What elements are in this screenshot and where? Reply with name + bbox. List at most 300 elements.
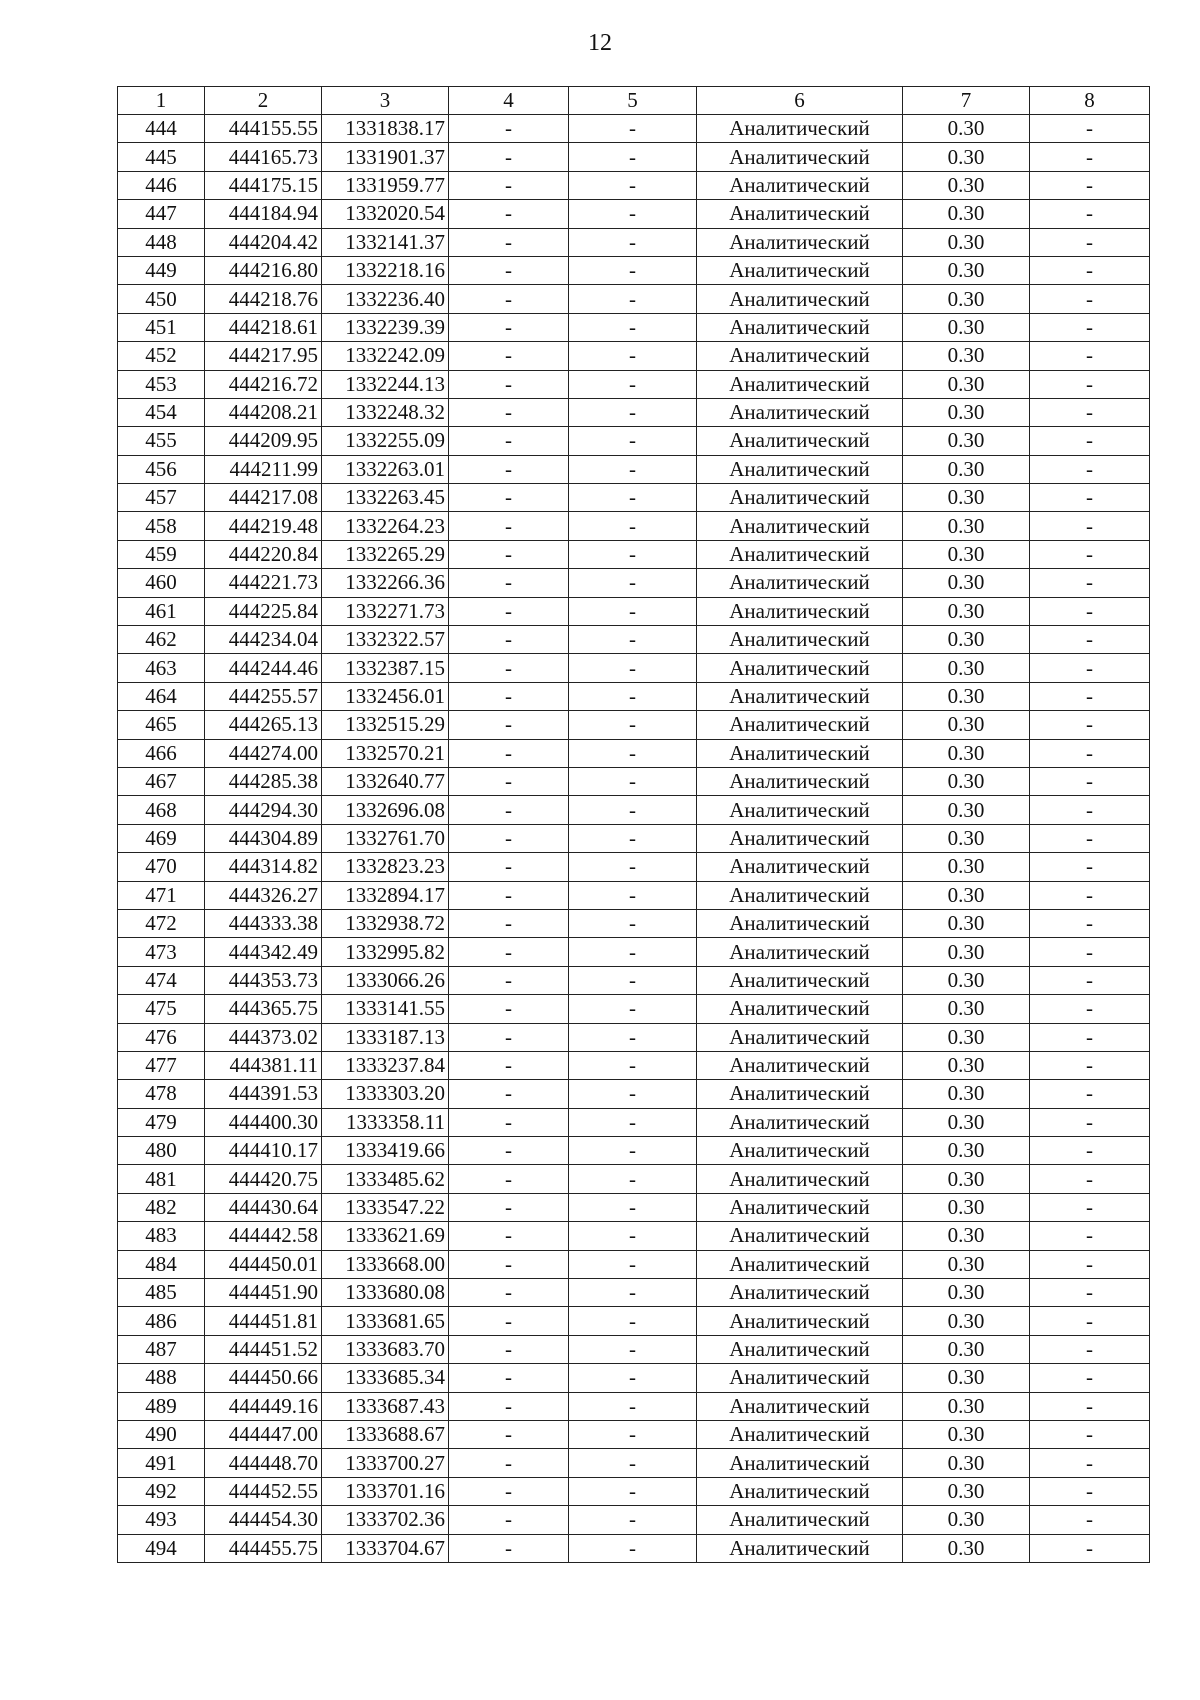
column-8-cell: - [1030, 1449, 1150, 1477]
table-row [118, 938, 1150, 966]
column-8-cell: - [1030, 739, 1150, 767]
table-row [118, 256, 1150, 284]
method-cell: Аналитический [697, 1449, 903, 1477]
point-number-cell: 478 [118, 1080, 205, 1108]
column-8-cell: - [1030, 1534, 1150, 1562]
point-number-cell: 491 [118, 1449, 205, 1477]
column-5-cell: - [569, 881, 697, 909]
method-cell: Аналитический [697, 909, 903, 937]
column-8-cell: - [1030, 966, 1150, 994]
point-number-cell: 455 [118, 427, 205, 455]
y-coordinate-cell: 1332456.01 [322, 682, 449, 710]
x-coordinate-cell: 444451.52 [205, 1335, 322, 1363]
column-8-cell: - [1030, 313, 1150, 341]
y-coordinate-cell: 1332242.09 [322, 342, 449, 370]
y-coordinate-cell: 1333303.20 [322, 1080, 449, 1108]
accuracy-cell: 0.30 [903, 909, 1030, 937]
column-5-cell: - [569, 200, 697, 228]
column-5-cell: - [569, 1080, 697, 1108]
column-4-cell: - [449, 1335, 569, 1363]
x-coordinate-cell: 444410.17 [205, 1137, 322, 1165]
x-coordinate-cell: 444381.11 [205, 1051, 322, 1079]
point-number-cell: 444 [118, 115, 205, 143]
method-cell: Аналитический [697, 484, 903, 512]
column-8-cell: - [1030, 938, 1150, 966]
column-8-cell: - [1030, 115, 1150, 143]
y-coordinate-cell: 1333187.13 [322, 1023, 449, 1051]
column-5-cell: - [569, 427, 697, 455]
point-number-cell: 450 [118, 285, 205, 313]
y-coordinate-cell: 1333680.08 [322, 1279, 449, 1307]
method-cell: Аналитический [697, 1279, 903, 1307]
y-coordinate-cell: 1333547.22 [322, 1193, 449, 1221]
accuracy-cell: 0.30 [903, 1165, 1030, 1193]
table-row [118, 1506, 1150, 1534]
column-5-cell: - [569, 228, 697, 256]
column-8-cell: - [1030, 1222, 1150, 1250]
accuracy-cell: 0.30 [903, 1449, 1030, 1477]
column-5-cell: - [569, 597, 697, 625]
column-5-cell: - [569, 455, 697, 483]
table-row [118, 569, 1150, 597]
table-row [118, 1364, 1150, 1392]
x-coordinate-cell: 444155.55 [205, 115, 322, 143]
accuracy-cell: 0.30 [903, 938, 1030, 966]
accuracy-cell: 0.30 [903, 1506, 1030, 1534]
x-coordinate-cell: 444448.70 [205, 1449, 322, 1477]
x-coordinate-cell: 444451.81 [205, 1307, 322, 1335]
column-8-cell: - [1030, 796, 1150, 824]
accuracy-cell: 0.30 [903, 143, 1030, 171]
x-coordinate-cell: 444455.75 [205, 1534, 322, 1562]
column-8-cell: - [1030, 767, 1150, 795]
method-cell: Аналитический [697, 1307, 903, 1335]
y-coordinate-cell: 1332263.45 [322, 484, 449, 512]
x-coordinate-cell: 444333.38 [205, 909, 322, 937]
column-4-cell: - [449, 1193, 569, 1221]
method-cell: Аналитический [697, 1165, 903, 1193]
x-coordinate-cell: 444211.99 [205, 455, 322, 483]
point-number-cell: 457 [118, 484, 205, 512]
table-row [118, 143, 1150, 171]
y-coordinate-cell: 1332264.23 [322, 512, 449, 540]
column-8-cell: - [1030, 853, 1150, 881]
column-4-cell: - [449, 966, 569, 994]
column-4-cell: - [449, 484, 569, 512]
x-coordinate-cell: 444265.13 [205, 711, 322, 739]
column-4-cell: - [449, 1023, 569, 1051]
point-number-cell: 480 [118, 1137, 205, 1165]
column-8-cell: - [1030, 1392, 1150, 1420]
column-5-cell: - [569, 484, 697, 512]
column-8-cell: - [1030, 285, 1150, 313]
method-cell: Аналитический [697, 342, 903, 370]
table-row [118, 512, 1150, 540]
accuracy-cell: 0.30 [903, 342, 1030, 370]
column-5-cell: - [569, 654, 697, 682]
column-8-cell: - [1030, 398, 1150, 426]
x-coordinate-cell: 444218.61 [205, 313, 322, 341]
method-cell: Аналитический [697, 512, 903, 540]
x-coordinate-cell: 444454.30 [205, 1506, 322, 1534]
point-number-cell: 454 [118, 398, 205, 426]
y-coordinate-cell: 1332696.08 [322, 796, 449, 824]
column-8-cell: - [1030, 200, 1150, 228]
method-cell: Аналитический [697, 1392, 903, 1420]
y-coordinate-cell: 1332515.29 [322, 711, 449, 739]
y-coordinate-cell: 1332570.21 [322, 739, 449, 767]
column-5-cell: - [569, 342, 697, 370]
point-number-cell: 465 [118, 711, 205, 739]
point-number-cell: 486 [118, 1307, 205, 1335]
table-row [118, 115, 1150, 143]
table-row [118, 767, 1150, 795]
table-row [118, 995, 1150, 1023]
table-row [118, 285, 1150, 313]
y-coordinate-cell: 1333701.16 [322, 1477, 449, 1505]
column-5-cell: - [569, 767, 697, 795]
column-5-cell: - [569, 682, 697, 710]
y-coordinate-cell: 1332823.23 [322, 853, 449, 881]
column-4-cell: - [449, 1137, 569, 1165]
column-4-cell: - [449, 540, 569, 568]
method-cell: Аналитический [697, 256, 903, 284]
column-5-cell: - [569, 1506, 697, 1534]
table-row [118, 796, 1150, 824]
column-5-cell: - [569, 1108, 697, 1136]
column-8-cell: - [1030, 1250, 1150, 1278]
accuracy-cell: 0.30 [903, 115, 1030, 143]
method-cell: Аналитический [697, 540, 903, 568]
method-cell: Аналитический [697, 1137, 903, 1165]
method-cell: Аналитический [697, 966, 903, 994]
y-coordinate-cell: 1333688.67 [322, 1420, 449, 1448]
column-8-cell: - [1030, 1137, 1150, 1165]
column-5-cell: - [569, 796, 697, 824]
column-header-3: 3 [322, 87, 449, 115]
column-5-cell: - [569, 1023, 697, 1051]
accuracy-cell: 0.30 [903, 796, 1030, 824]
table-row [118, 626, 1150, 654]
point-number-cell: 445 [118, 143, 205, 171]
point-number-cell: 459 [118, 540, 205, 568]
column-4-cell: - [449, 1477, 569, 1505]
y-coordinate-cell: 1331838.17 [322, 115, 449, 143]
column-4-cell: - [449, 739, 569, 767]
x-coordinate-cell: 444365.75 [205, 995, 322, 1023]
x-coordinate-cell: 444442.58 [205, 1222, 322, 1250]
y-coordinate-cell: 1331901.37 [322, 143, 449, 171]
table-row [118, 427, 1150, 455]
accuracy-cell: 0.30 [903, 1420, 1030, 1448]
column-4-cell: - [449, 427, 569, 455]
x-coordinate-cell: 444216.72 [205, 370, 322, 398]
accuracy-cell: 0.30 [903, 228, 1030, 256]
column-8-cell: - [1030, 1335, 1150, 1363]
column-5-cell: - [569, 824, 697, 852]
table-body [118, 115, 1150, 1563]
column-5-cell: - [569, 1250, 697, 1278]
y-coordinate-cell: 1332266.36 [322, 569, 449, 597]
method-cell: Аналитический [697, 569, 903, 597]
column-4-cell: - [449, 1506, 569, 1534]
table-row [118, 171, 1150, 199]
point-number-cell: 467 [118, 767, 205, 795]
method-cell: Аналитический [697, 1420, 903, 1448]
column-5-cell: - [569, 1165, 697, 1193]
column-4-cell: - [449, 1364, 569, 1392]
x-coordinate-cell: 444221.73 [205, 569, 322, 597]
x-coordinate-cell: 444342.49 [205, 938, 322, 966]
x-coordinate-cell: 444304.89 [205, 824, 322, 852]
column-8-cell: - [1030, 654, 1150, 682]
accuracy-cell: 0.30 [903, 1222, 1030, 1250]
point-number-cell: 479 [118, 1108, 205, 1136]
table-row [118, 824, 1150, 852]
table-row [118, 200, 1150, 228]
y-coordinate-cell: 1332244.13 [322, 370, 449, 398]
accuracy-cell: 0.30 [903, 1051, 1030, 1079]
method-cell: Аналитический [697, 143, 903, 171]
accuracy-cell: 0.30 [903, 484, 1030, 512]
column-8-cell: - [1030, 1420, 1150, 1448]
method-cell: Аналитический [697, 427, 903, 455]
column-5-cell: - [569, 1449, 697, 1477]
accuracy-cell: 0.30 [903, 654, 1030, 682]
y-coordinate-cell: 1332239.39 [322, 313, 449, 341]
y-coordinate-cell: 1333621.69 [322, 1222, 449, 1250]
column-header-4: 4 [449, 87, 569, 115]
column-5-cell: - [569, 711, 697, 739]
column-5-cell: - [569, 1222, 697, 1250]
y-coordinate-cell: 1332271.73 [322, 597, 449, 625]
column-4-cell: - [449, 1051, 569, 1079]
method-cell: Аналитический [697, 767, 903, 795]
y-coordinate-cell: 1333681.65 [322, 1307, 449, 1335]
y-coordinate-cell: 1332248.32 [322, 398, 449, 426]
point-number-cell: 492 [118, 1477, 205, 1505]
y-coordinate-cell: 1333687.43 [322, 1392, 449, 1420]
table-row [118, 1420, 1150, 1448]
column-4-cell: - [449, 1307, 569, 1335]
method-cell: Аналитический [697, 597, 903, 625]
x-coordinate-cell: 444430.64 [205, 1193, 322, 1221]
column-header-5: 5 [569, 87, 697, 115]
table-row [118, 342, 1150, 370]
column-8-cell: - [1030, 682, 1150, 710]
method-cell: Аналитический [697, 313, 903, 341]
accuracy-cell: 0.30 [903, 597, 1030, 625]
method-cell: Аналитический [697, 1506, 903, 1534]
x-coordinate-cell: 444220.84 [205, 540, 322, 568]
point-number-cell: 488 [118, 1364, 205, 1392]
point-number-cell: 448 [118, 228, 205, 256]
x-coordinate-cell: 444420.75 [205, 1165, 322, 1193]
point-number-cell: 485 [118, 1279, 205, 1307]
y-coordinate-cell: 1332236.40 [322, 285, 449, 313]
table-row [118, 1335, 1150, 1363]
point-number-cell: 481 [118, 1165, 205, 1193]
table-header-row [118, 87, 1150, 115]
column-5-cell: - [569, 115, 697, 143]
x-coordinate-cell: 444165.73 [205, 143, 322, 171]
point-number-cell: 464 [118, 682, 205, 710]
column-5-cell: - [569, 143, 697, 171]
y-coordinate-cell: 1332020.54 [322, 200, 449, 228]
x-coordinate-cell: 444217.08 [205, 484, 322, 512]
x-coordinate-cell: 444225.84 [205, 597, 322, 625]
x-coordinate-cell: 444244.46 [205, 654, 322, 682]
x-coordinate-cell: 444255.57 [205, 682, 322, 710]
accuracy-cell: 0.30 [903, 1392, 1030, 1420]
column-4-cell: - [449, 682, 569, 710]
column-5-cell: - [569, 853, 697, 881]
column-8-cell: - [1030, 228, 1150, 256]
column-5-cell: - [569, 1279, 697, 1307]
method-cell: Аналитический [697, 654, 903, 682]
table-row [118, 966, 1150, 994]
x-coordinate-cell: 444400.30 [205, 1108, 322, 1136]
method-cell: Аналитический [697, 1534, 903, 1562]
column-8-cell: - [1030, 711, 1150, 739]
x-coordinate-cell: 444274.00 [205, 739, 322, 767]
x-coordinate-cell: 444447.00 [205, 1420, 322, 1448]
table-row [118, 1222, 1150, 1250]
point-number-cell: 447 [118, 200, 205, 228]
point-number-cell: 472 [118, 909, 205, 937]
column-5-cell: - [569, 1193, 697, 1221]
accuracy-cell: 0.30 [903, 256, 1030, 284]
y-coordinate-cell: 1332255.09 [322, 427, 449, 455]
table-row [118, 370, 1150, 398]
x-coordinate-cell: 444450.66 [205, 1364, 322, 1392]
x-coordinate-cell: 444217.95 [205, 342, 322, 370]
column-8-cell: - [1030, 342, 1150, 370]
x-coordinate-cell: 444285.38 [205, 767, 322, 795]
method-cell: Аналитический [697, 370, 903, 398]
page-number: 12 [588, 30, 612, 56]
y-coordinate-cell: 1333700.27 [322, 1449, 449, 1477]
point-number-cell: 469 [118, 824, 205, 852]
x-coordinate-cell: 444353.73 [205, 966, 322, 994]
column-4-cell: - [449, 285, 569, 313]
column-8-cell: - [1030, 256, 1150, 284]
y-coordinate-cell: 1333683.70 [322, 1335, 449, 1363]
x-coordinate-cell: 444204.42 [205, 228, 322, 256]
table-row [118, 455, 1150, 483]
point-number-cell: 449 [118, 256, 205, 284]
column-5-cell: - [569, 995, 697, 1023]
y-coordinate-cell: 1333702.36 [322, 1506, 449, 1534]
point-number-cell: 484 [118, 1250, 205, 1278]
column-8-cell: - [1030, 909, 1150, 937]
accuracy-cell: 0.30 [903, 1080, 1030, 1108]
column-5-cell: - [569, 1051, 697, 1079]
x-coordinate-cell: 444373.02 [205, 1023, 322, 1051]
table-row [118, 1534, 1150, 1562]
point-number-cell: 453 [118, 370, 205, 398]
column-8-cell: - [1030, 143, 1150, 171]
method-cell: Аналитический [697, 853, 903, 881]
column-4-cell: - [449, 711, 569, 739]
method-cell: Аналитический [697, 1051, 903, 1079]
column-5-cell: - [569, 626, 697, 654]
point-number-cell: 487 [118, 1335, 205, 1363]
accuracy-cell: 0.30 [903, 285, 1030, 313]
x-coordinate-cell: 444208.21 [205, 398, 322, 426]
coordinates-table [117, 86, 1150, 1563]
y-coordinate-cell: 1332387.15 [322, 654, 449, 682]
accuracy-cell: 0.30 [903, 200, 1030, 228]
column-8-cell: - [1030, 427, 1150, 455]
column-4-cell: - [449, 1392, 569, 1420]
column-4-cell: - [449, 313, 569, 341]
method-cell: Аналитический [697, 398, 903, 426]
column-header-8: 8 [1030, 87, 1150, 115]
column-8-cell: - [1030, 569, 1150, 597]
column-4-cell: - [449, 853, 569, 881]
method-cell: Аналитический [697, 739, 903, 767]
point-number-cell: 473 [118, 938, 205, 966]
column-4-cell: - [449, 342, 569, 370]
column-5-cell: - [569, 909, 697, 937]
method-cell: Аналитический [697, 455, 903, 483]
y-coordinate-cell: 1332218.16 [322, 256, 449, 284]
table-row [118, 909, 1150, 937]
accuracy-cell: 0.30 [903, 1108, 1030, 1136]
y-coordinate-cell: 1332263.01 [322, 455, 449, 483]
point-number-cell: 451 [118, 313, 205, 341]
point-number-cell: 460 [118, 569, 205, 597]
method-cell: Аналитический [697, 796, 903, 824]
column-4-cell: - [449, 512, 569, 540]
accuracy-cell: 0.30 [903, 682, 1030, 710]
table-row [118, 881, 1150, 909]
column-header-7: 7 [903, 87, 1030, 115]
accuracy-cell: 0.30 [903, 1534, 1030, 1562]
column-4-cell: - [449, 370, 569, 398]
column-8-cell: - [1030, 1080, 1150, 1108]
column-8-cell: - [1030, 1051, 1150, 1079]
column-4-cell: - [449, 654, 569, 682]
point-number-cell: 470 [118, 853, 205, 881]
column-4-cell: - [449, 1080, 569, 1108]
x-coordinate-cell: 444449.16 [205, 1392, 322, 1420]
column-5-cell: - [569, 1420, 697, 1448]
column-4-cell: - [449, 909, 569, 937]
column-4-cell: - [449, 228, 569, 256]
column-4-cell: - [449, 143, 569, 171]
point-number-cell: 471 [118, 881, 205, 909]
accuracy-cell: 0.30 [903, 881, 1030, 909]
column-8-cell: - [1030, 484, 1150, 512]
method-cell: Аналитический [697, 228, 903, 256]
method-cell: Аналитический [697, 200, 903, 228]
column-4-cell: - [449, 1165, 569, 1193]
column-8-cell: - [1030, 1165, 1150, 1193]
point-number-cell: 494 [118, 1534, 205, 1562]
y-coordinate-cell: 1332265.29 [322, 540, 449, 568]
accuracy-cell: 0.30 [903, 569, 1030, 597]
y-coordinate-cell: 1331959.77 [322, 171, 449, 199]
y-coordinate-cell: 1333485.62 [322, 1165, 449, 1193]
column-8-cell: - [1030, 1307, 1150, 1335]
accuracy-cell: 0.30 [903, 398, 1030, 426]
column-8-cell: - [1030, 1364, 1150, 1392]
column-5-cell: - [569, 398, 697, 426]
column-4-cell: - [449, 995, 569, 1023]
column-5-cell: - [569, 512, 697, 540]
